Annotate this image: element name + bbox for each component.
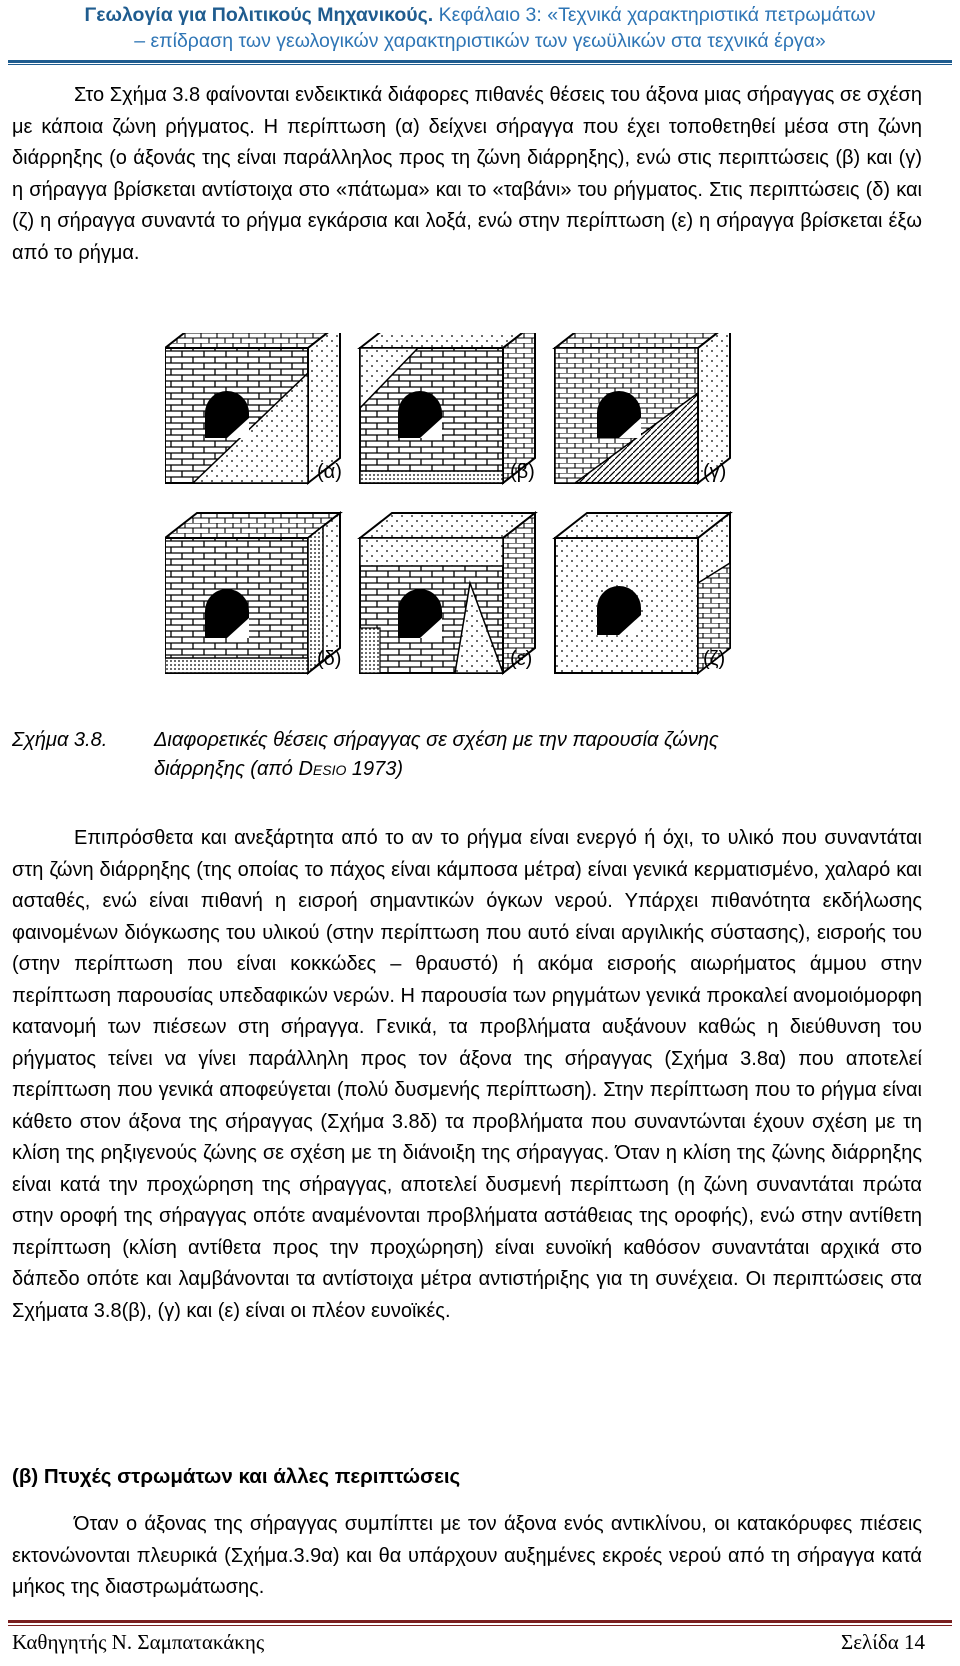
fault-zone-blocks-illustration [165, 333, 780, 713]
block-delta [165, 513, 340, 673]
header-rule [8, 60, 952, 63]
header-chapter-title: Κεφάλαιο 3: «Τεχνικά χαρακτηριστικά πετρωμάτων [433, 4, 876, 26]
figure-label-epsilon: (ε) [510, 648, 533, 670]
section-subheading: (β) Πτυχές στρωμάτων και άλλες περιπτώσεις [12, 1465, 461, 1488]
header-chapter-subtitle: – επίδραση των γεωλογικών χαρακτηριστικών των γεωϋλικών στα τεχνικά έργα» [134, 30, 826, 52]
figure-label-alpha: (α) [317, 461, 342, 483]
footer-rule-thin [8, 1625, 952, 1626]
caption-author: Desio [298, 758, 347, 780]
footer-page-number: Σελίδα 14 [840, 1630, 925, 1654]
footer-rule [8, 1620, 952, 1623]
block-alpha [165, 333, 340, 483]
caption-line-2-start: διάρρηξης (από [154, 758, 299, 780]
header-course-title: Γεωλογία για Πολιτικούς Μηχανικούς. [84, 4, 434, 26]
figure-label-delta: (δ) [317, 648, 342, 670]
caption-line-2 [12, 755, 922, 784]
paragraph-intro: Στο Σχήμα 3.8 φαίνονται ενδεικτικά διάφορες πιθανές θέσεις του άξονα μιας σήραγγας σε σχέση με κάποια ζώνη ρήγματος. Η περίπτωση (α) δείχνει σήραγγα που έχει τοποθετηθεί μέσα στη ζώνη διάρρηξης (ο άξονάς της είναι παράλληλος προς τη ζώνη διάρρηξης), ενώ στις περιπτώσεις (β) και (γ) η σήραγγα βρίσκεται αντίστοιχα στο «πάτωμα» και το «ταβάνι» του ρήγματος. Στις περιπτώσεις (δ) και (ζ) η σήραγγα συναντά το ρήγμα εγκάρσια και λοξά, ενώ στην περίπτωση (ε) η σήραγγα βρίσκεται έξω από το ρήγμα. [12, 84, 922, 264]
running-header [0, 2, 960, 54]
caption-number: Σχήμα 3.8. [12, 729, 108, 751]
header-rule-thin [8, 64, 952, 65]
block-beta [360, 333, 535, 483]
figure-label-zeta: (ζ) [703, 648, 726, 670]
figure-3-8 [165, 333, 780, 713]
block-epsilon [360, 513, 535, 673]
figure-label-gamma: (γ) [703, 461, 727, 483]
figure-label-beta: (β) [510, 461, 535, 483]
figure-caption [12, 726, 922, 784]
paragraph-fault-zone-material: Επιπρόσθετα και ανεξάρτητα από το αν το ρήγμα είναι ενεργό ή όχι, το υλικό που συναντάται στη ζώνη διάρρηξης (της οποίας το πάχος είναι κάμποσα μέτρα) είναι γενικά κερματισμένο, χαλαρό και ασταθές, ενώ είναι πιθανή η εισροή σημαντικών όγκων νερού. Υπάρχει πιθανότητα εκδήλωσης φαινομένων διόγκωσης του υλικού (στην περίπτωση που αυτό είναι αργιλικής σύστασης), εισροής του (στην περίπτωση που είναι κοκκώδες – θραυστό) ή ακόμα εισροής αιωρήματος άμμου στην περίπτωση παρουσίας υπεδαφικών νερών. Η παρουσία των ρηγμάτων γενικά προκαλεί ανομοιόμορφη κατανομή των πιέσεων στη σήραγγα. Γενικά, τα προβλήματα αυξάνουν καθώς η διεύθυνση του ρήγματος τείνει να γίνει παράλληλη προς τον άξονα της σήραγγας (Σχήμα 3.8α) που αποτελεί περίπτωση που γενικά αποφεύγεται (πολύ δυσμενής περίπτωση). Στην περίπτωση που το ρήγμα είναι κάθετο στον άξονα της σήραγγας (Σχήμα 3.8δ) τα προβλήματα που συναντώνται έχουν σχέση με τη κλίση της ρηξιγενούς ζώνης σε σχέση με τη διάνοιξη της σήραγγας. Όταν η κλίση της ζώνης διάρρηξης είναι κατά την προχώρηση της σήραγγας, αποτελεί δυσμενή περίπτωση (η ζώνη συναντάται πρώτα στην οροφή της σήραγγας οπότε αναμένονται προβλήματα αστάθειας της οροφής), ενώ στην αντίθετη περίπτωση (κλίση αντίθετα προς την προχώρηση) είναι ευνοϊκή καθόσον συναντάται αρχικά στο δάπεδο οπότε και λαμβάνονται τα αντίστοιχα μέτρα αντιστήριξης για τη συνέχεια. Οι περιπτώσεις στα Σχήματα 3.8(β), (γ) και (ε) είναι οι πλέον ευνοϊκές. [12, 827, 922, 1322]
footer-author: Καθηγητής Ν. Σαμπατακάκης [12, 1630, 265, 1654]
caption-year: 1973) [346, 758, 404, 780]
paragraph-folds: Όταν ο άξονας της σήραγγας συμπίπτει με τον άξονα ενός αντικλίνου, οι κατακόρυφες πιέσεις εκτονώνονται πλευρικά (Σχήμα.3.9α) και θα υπάρχουν αυξημένες εκροές νερού από τη σήραγγα κατά μήκος της διαστρωμάτωσης. [12, 1513, 922, 1598]
caption-line-1: Διαφορετικές θέσεις σήραγγας σε σχέση με την παρουσία ζώνης [154, 729, 719, 751]
